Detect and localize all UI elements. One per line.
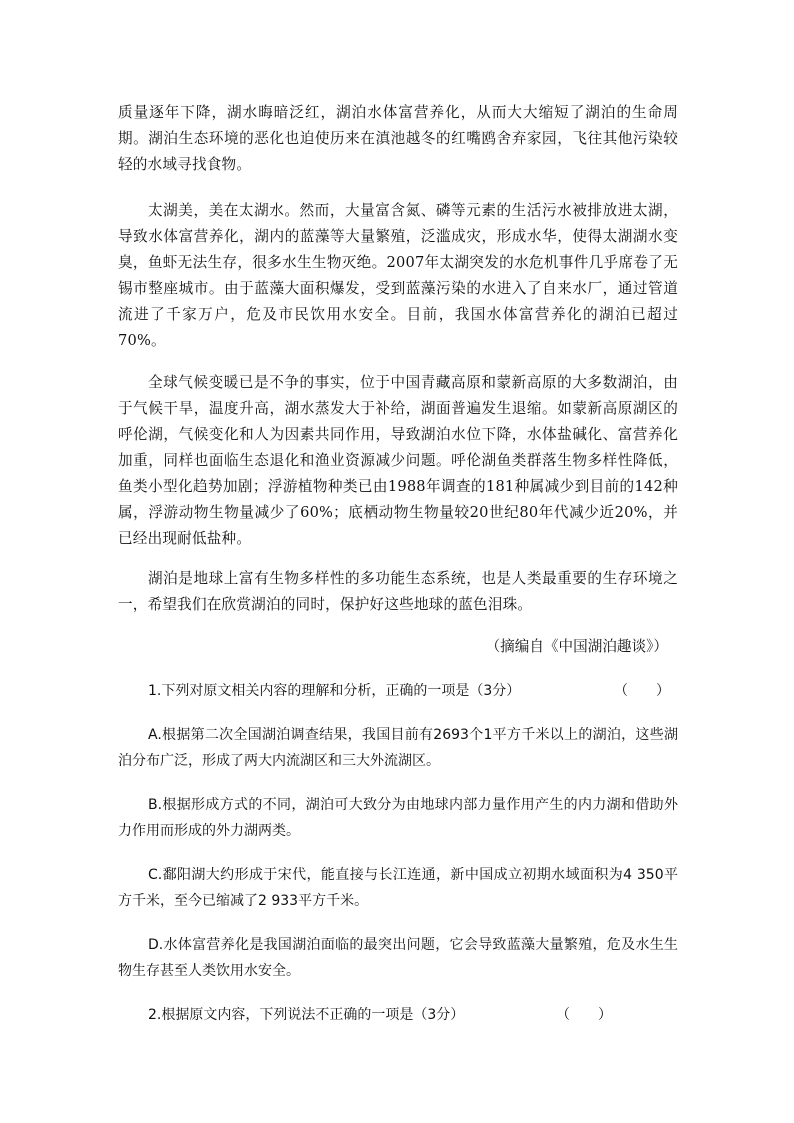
question-1-option-d[interactable]: D.水体富营养化是我国湖泊面临的最突出问题，它会导致蓝藻大量繁殖，危及水生生物生存甚至人类饮用水安全。 [118, 937, 678, 979]
question-1-answer-bracket[interactable]: （ ） [614, 683, 670, 699]
question-2-stem: 2.根据原文内容，下列说法不正确的一项是（3分） [148, 1007, 465, 1023]
question-1-option-a[interactable]: A.根据第二次全国湖泊调查结果，我国目前有2693个1平方千米以上的湖泊，这些湖泊分布广泛，形成了两大内流湖区和三大外流湖区。 [118, 727, 678, 769]
question-2-answer-bracket[interactable]: （ ） [556, 1007, 612, 1023]
passage-paragraph-2: 太湖美，美在太湖水。然而，大量富含氮、磷等元素的生活污水被排放进太湖，导致水体富营养化，湖内的蓝藻等大量繁殖，泛滥成灾，形成水华，使得太湖湖水变臭，鱼虾无法生存，很多水生生物灭绝。2007年太湖突发的水危机事件几乎席卷了无锡市整座城市。由于蓝藻大面积爆发，受到蓝藻污染的水进入了自来水厂，通过管道流进了千家万户，危及市民饮用水安全。目前，我国水体富营养化的湖泊已超过70%。 [118, 202, 678, 349]
passage-paragraph-3: 全球气候变暖已是不争的事实，位于中国青藏高原和蒙新高原的大多数湖泊，由于气候干旱，温度升高，湖水蒸发大于补给，湖面普遍发生退缩。如蒙新高原湖区的呼伦湖，气候变化和人为因素共同作用，导致湖泊水位下降，水体盐碱化、富营养化加重，同样也面临生态退化和渔业资源减少问题。呼伦湖鱼类群落生物多样性降低，鱼类小型化趋势加剧；浮游植物种类已由1988年调查的181种属减少到目前的142种属，浮游动物生物量减少了60%；底栖动物生物量较20世纪80年代减少近20%，并已经出现耐低盐种。 [118, 374, 678, 547]
passage-paragraph-1: 质量逐年下降，湖水晦暗泛红，湖泊水体富营养化，从而大大缩短了湖泊的生命周期。湖泊生态环境的恶化也迫使历来在滇池越冬的红嘴鸥舍弃家园，飞往其他污染较轻的水域寻找食物。 [118, 104, 678, 173]
question-1-option-b[interactable]: B.根据形成方式的不同，湖泊可大致分为由地球内部力量作用产生的内力湖和借助外力作用而形成的外力湖两类。 [118, 797, 678, 839]
question-1-stem: 1.下列对原文相关内容的理解和分析，正确的一项是（3分） [148, 683, 521, 699]
source-attribution: （摘编自《中国湖泊趣谈》） [485, 638, 668, 655]
question-1-option-c[interactable]: C.鄱阳湖大约形成于宋代，能直接与长江连通，新中国成立初期水域面积为4 350平方千米，至今已缩减了2 933平方千米。 [118, 867, 678, 909]
passage-paragraph-4: 湖泊是地球上富有生物多样性的多功能生态系统，也是人类最重要的生存环境之一，希望我们在欣赏湖泊的同时，保护好这些地球的蓝色泪珠。 [118, 570, 678, 613]
